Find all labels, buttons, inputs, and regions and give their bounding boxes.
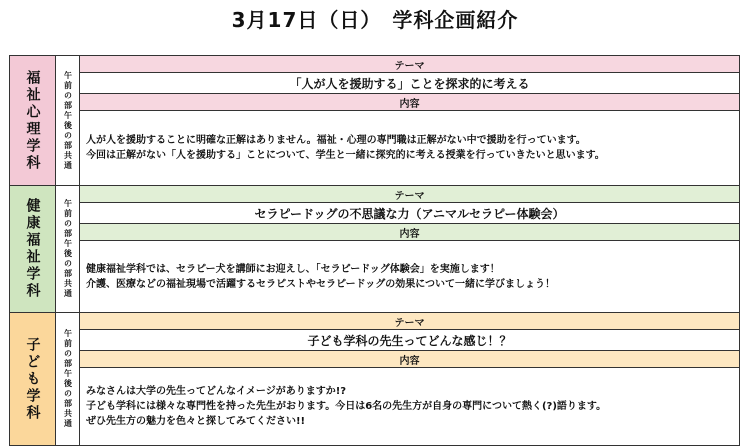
content-cell xyxy=(80,313,739,445)
dept-name: 健康福祉学科 xyxy=(24,198,41,300)
section-children xyxy=(10,312,739,445)
dept-cell xyxy=(10,313,56,445)
theme-header: テーマ xyxy=(80,186,739,203)
dept-cell xyxy=(10,56,56,185)
section-welfare-psychology xyxy=(10,56,739,185)
theme-text: セラピードッグの不思議な力（アニマルセラピー体験会） xyxy=(80,203,739,224)
theme-text: 「人が人を援助する」ことを探求的に考える xyxy=(80,73,739,94)
theme-header: テーマ xyxy=(80,313,739,330)
program-table xyxy=(9,55,740,446)
description-line: 人が人を援助することに明確な正解はありません。福祉・心理の専門職は正解がない中で援助を行っています。 xyxy=(86,135,586,146)
content-header: 内容 xyxy=(80,224,739,241)
content-header: 内容 xyxy=(80,351,739,368)
time-label: 午前の部午後の部共通 xyxy=(63,70,73,171)
description-line: 子ども学科には様々な専門性を持った先生がおります。今日は6名の先生方が自身の専門について熱く(?)語ります。 xyxy=(86,401,607,412)
description xyxy=(80,111,739,185)
description-line: 今回は正解がない「人を援助する」ことについて、学生と一緒に探究的に考える授業を行っていきたいと思います。 xyxy=(86,150,605,161)
dept-name: 福祉心理学科 xyxy=(24,69,41,172)
description-line: 介護、医療などの福祉現場で活躍するセラピストやセラピードッグの効果について一緒に学びましょう！ xyxy=(86,278,555,290)
theme-header: テーマ xyxy=(80,56,739,73)
time-label: 午前の部午後の部共通 xyxy=(63,199,73,299)
content-cell xyxy=(80,186,739,312)
description xyxy=(80,368,739,445)
time-cell xyxy=(56,313,80,445)
theme-text: 子ども学科の先生ってどんな感じ！？ xyxy=(80,330,739,351)
time-cell xyxy=(56,56,80,185)
content-header: 内容 xyxy=(80,94,739,111)
time-cell xyxy=(56,186,80,312)
description-line: みなさんは大学の先生ってどんなイメージがありますか!? xyxy=(86,386,347,397)
page-title: 3月17日（日） 学科企画紹介 xyxy=(231,8,519,32)
description xyxy=(80,241,739,312)
dept-name: 子ども学科 xyxy=(24,336,41,422)
time-label: 午前の部午後の部共通 xyxy=(63,329,73,429)
content-cell xyxy=(80,56,739,185)
dept-cell xyxy=(10,186,56,312)
description-line: 健康福祉学科では、セラピー犬を講師にお迎えし、「セラピードッグ体験会」を実施します！ xyxy=(86,263,500,275)
section-health-welfare xyxy=(10,185,739,312)
description-line: ぜひ先生方の魅力を色々と探してみてください!! xyxy=(86,416,306,427)
